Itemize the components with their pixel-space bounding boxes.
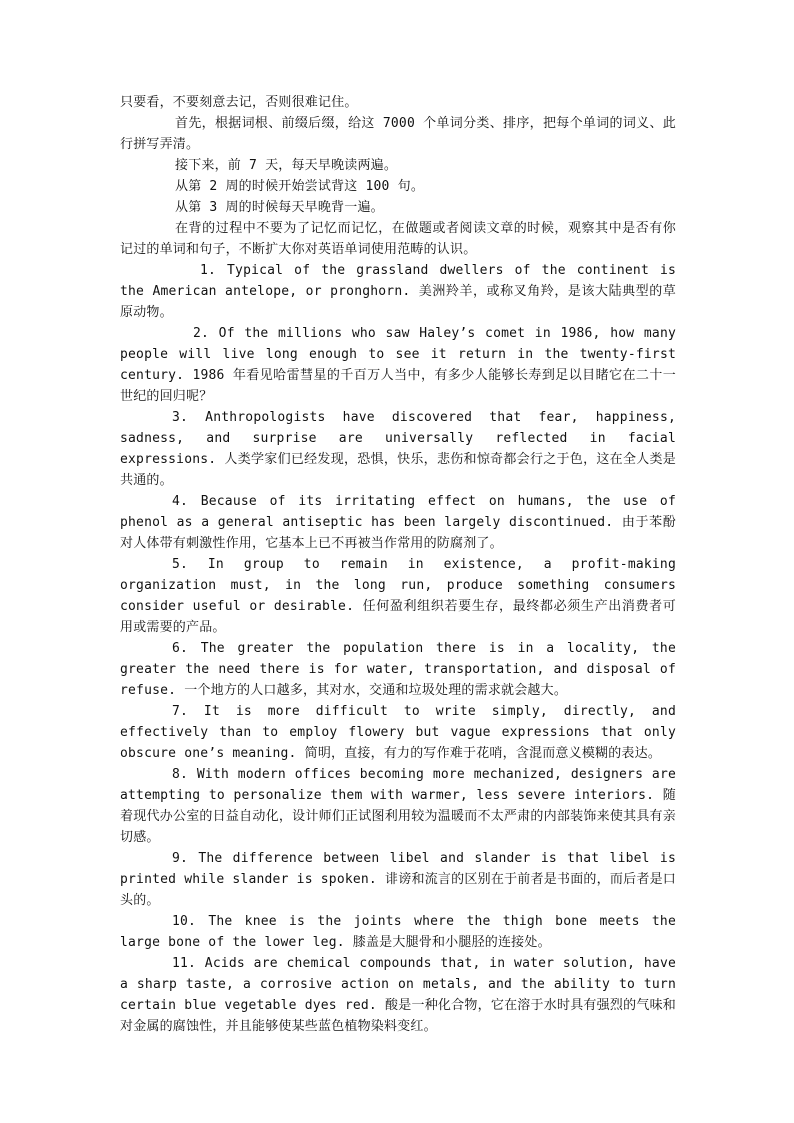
intro-paragraph-3: 接下来，前 7 天，每天早晚读两遍。 [175, 158, 398, 173]
sentence-6: 6. The greater the population there is in a locality, the greater the need there is for water, transportation, and disposal of refuse. 一个地方的人口越多，其对水，交通和垃圾处理的需求就会越大。 [120, 641, 676, 698]
sentence-11: 11. Acids are chemical compounds that, in water solution, have a sharp taste, a corrosive action on metals, and the ability to turn certain blue vegetable dyes red. 酸是一种化合物，它在溶于水时具有强烈的气味和对金属的腐蚀性，并且能够使某些蓝色植物染料变红。 [120, 956, 676, 1034]
intro-paragraph-2: 首先，根据词根、前缀后缀，给这 7000 个单词分类、排序，把每个单词的词义、此行拼写弄清。 [120, 116, 676, 152]
intro-paragraph-5: 从第 3 周的时候每天早晚背一遍。 [175, 200, 384, 215]
sentence-5: 5. In group to remain in existence, a profit-making organization must, in the long run, produce something consumers consider useful or desirable. 任何盈利组织若要生存，最终都必须生产出消费者可用或需要的产品。 [120, 557, 676, 635]
sentence-4: 4. Because of its irritating effect on humans, the use of phenol as a general antiseptic has been largely discontinued. 由于苯酚对人体带有刺激性作用，它基本上已不再被当作常用的防腐剂了。 [120, 494, 676, 551]
document-page [120, 92, 676, 1037]
sentence-9: 9. The difference between libel and slander is that libel is printed while slander is spoken. 诽谤和流言的区别在于前者是书面的，而后者是口头的。 [120, 851, 676, 908]
sentence-2: 2. Of the millions who saw Haley’s comet in 1986, how many people will live long enough to see it return in the twenty-first century. 1986 年看见哈雷彗星的千百万人当中，有多少人能够长寿到足以目睹它在二十一世纪的回归呢？ [120, 326, 676, 404]
intro-paragraph-6: 在背的过程中不要为了记忆而记忆，在做题或者阅读文章的时候，观察其中是否有你记过的单词和句子，不断扩大你对英语单词使用范畴的认识。 [120, 221, 676, 257]
intro-paragraph-4: 从第 2 周的时候开始尝试背这 100 句。 [175, 179, 425, 194]
sentence-7: 7. It is more difficult to write simply, directly, and effectively than to employ flowery but vague expressions that only obscure one’s meaning. 简明，直接，有力的写作难于花哨，含混而意义模糊的表达。 [120, 704, 676, 761]
sentence-8: 8. With modern offices becoming more mechanized, designers are attempting to personalize them with warmer, less severe interiors. 随着现代办公室的日益自动化，设计师们正试图利用较为温暖而不太严肃的内部装饰来使其具有亲切感。 [120, 767, 676, 845]
sentence-1: 1. Typical of the grassland dwellers of the continent is the American antelope, or pronghorn. 美洲羚羊，或称叉角羚，是该大陆典型的草原动物。 [120, 263, 676, 320]
sentence-3: 3. Anthropologists have discovered that fear, happiness, sadness, and surprise are universally reflected in facial expressions. 人类学家们已经发现，恐惧，快乐，悲伤和惊奇都会行之于色，这在全人类是共通的。 [120, 410, 676, 488]
intro-paragraph-1: 只要看，不要刻意去记，否则很难记住。 [120, 95, 358, 110]
sentence-10: 10. The knee is the joints where the thigh bone meets the large bone of the lower leg. 膝盖是大腿骨和小腿胫的连接处。 [120, 914, 676, 950]
